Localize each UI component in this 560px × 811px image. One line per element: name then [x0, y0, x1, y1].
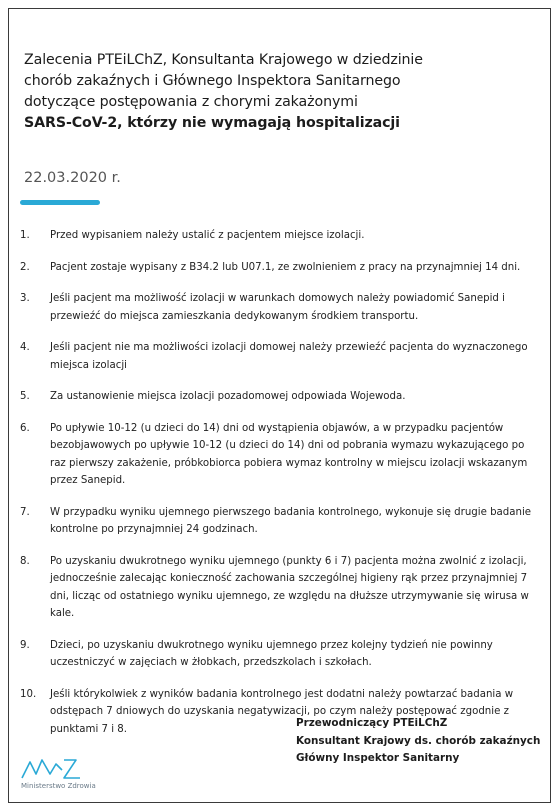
item-number: 6. — [20, 422, 30, 434]
list-item — [20, 504, 540, 539]
item-text: Przed wypisaniem należy ustalić z pacjentem miejsce izolacji. — [50, 230, 365, 241]
item-text: Pacjent zostaje wypisany z B34.2 lub U07.1, ze zwolnieniem z pracy na przynajmniej 14 dni. — [50, 261, 521, 273]
document-title — [24, 50, 529, 134]
item-number: 7. — [20, 506, 30, 518]
list-item — [20, 553, 540, 623]
list-item — [20, 227, 540, 245]
title-bold-line: SARS-CoV-2, którzy nie wymagają hospitalizacji — [24, 115, 400, 131]
ministry-of-health-logo-icon — [20, 756, 90, 780]
item-number: 10. — [20, 688, 37, 700]
list-item — [20, 290, 540, 325]
item-text: Za ustanowienie miejsca izolacji pozadomowej odpowiada Wojewoda. — [50, 391, 406, 402]
item-text: Jeśli pacjent nie ma możliwości izolacji domowej należy przewieźć pacjenta do wyznaczonego miejsca izolacji — [50, 342, 528, 371]
item-text: Jeśli którykolwiek z wyników badania kontrolnego jest dodatni należy powtarzać badania w odstępach 7 dniowych do uzyskania negatywizacji, po czym należy postępować zgodnie z punktami 7 i 8. — [50, 688, 514, 735]
item-number: 4. — [20, 342, 30, 353]
signature-line: Przewodniczący PTEiLChZ — [296, 717, 448, 729]
item-text: Po uzyskaniu dwukrotnego wyniku ujemnego (punkty 6 i 7) pacjenta można zwolnić z izolacji, jednocześnie zalecając konieczność zachowania szczególnej higieny rąk przez przynajmniej 7 dni, licząc od ostatniego wyniku ujemnego, ze względu na dłuższe utrzymywanie się wirusa w kale. — [50, 555, 529, 619]
item-text: Dzieci, po uzyskaniu dwukrotnego wyniku ujemnego przez kolejny tydzień nie powinny uczestniczyć w zajęciach w żłobkach, przedszkolach i szkołach. — [50, 639, 493, 668]
item-number: 2. — [20, 261, 30, 273]
title-line: chorób zakaźnych i Głównego Inspektora Sanitarnego — [24, 73, 401, 89]
signature-line: Konsultant Krajowy ds. chorób zakaźnych — [296, 734, 541, 747]
item-number: 3. — [20, 293, 30, 304]
item-number: 1. — [20, 230, 30, 241]
title-line: Zalecenia PTEiLChZ, Konsultanta Krajowego w dziedzinie — [24, 52, 423, 68]
item-text: W przypadku wyniku ujemnego pierwszego badania kontrolnego, wykonuje się drugie badanie kontrolne po przynajmniej 24 godzinach. — [50, 506, 532, 535]
ministry-logo — [20, 756, 100, 790]
title-line: dotyczące postępowania z chorymi zakażonymi — [24, 94, 358, 110]
signature-line: Główny Inspektor Sanitarny — [296, 752, 460, 764]
list-item — [20, 259, 540, 277]
document-date: 22.03.2020 r. — [24, 170, 121, 186]
list-item — [20, 637, 540, 672]
list-item — [20, 339, 540, 374]
logo-text: Ministerstwo Zdrowia — [21, 782, 96, 790]
accent-divider — [20, 200, 100, 205]
recommendations-list — [20, 227, 540, 752]
item-number: 5. — [20, 391, 30, 402]
item-text: Jeśli pacjent ma możliwość izolacji w warunkach domowych należy powiadomić Sanepid i przewieźć do miejsca zamieszkania dedykowanym środkiem transportu. — [50, 293, 505, 322]
signature-block — [296, 715, 540, 768]
list-item — [20, 388, 540, 406]
item-number: 9. — [20, 639, 30, 651]
list-item — [20, 420, 540, 490]
item-number: 8. — [20, 555, 30, 567]
item-text: Po upływie 10-12 (u dzieci do 14) dni od wystąpienia objawów, a w przypadku pacjentów bezobjawowych po upływie 10-12 (u dzieci do 14) dni od pobrania wymazu wykazującego po raz pierwszy zakażenie, próbkobiorca pobiera wymaz kontrolny w miejscu izolacji wskazanym przez Sanepid. — [50, 422, 528, 486]
